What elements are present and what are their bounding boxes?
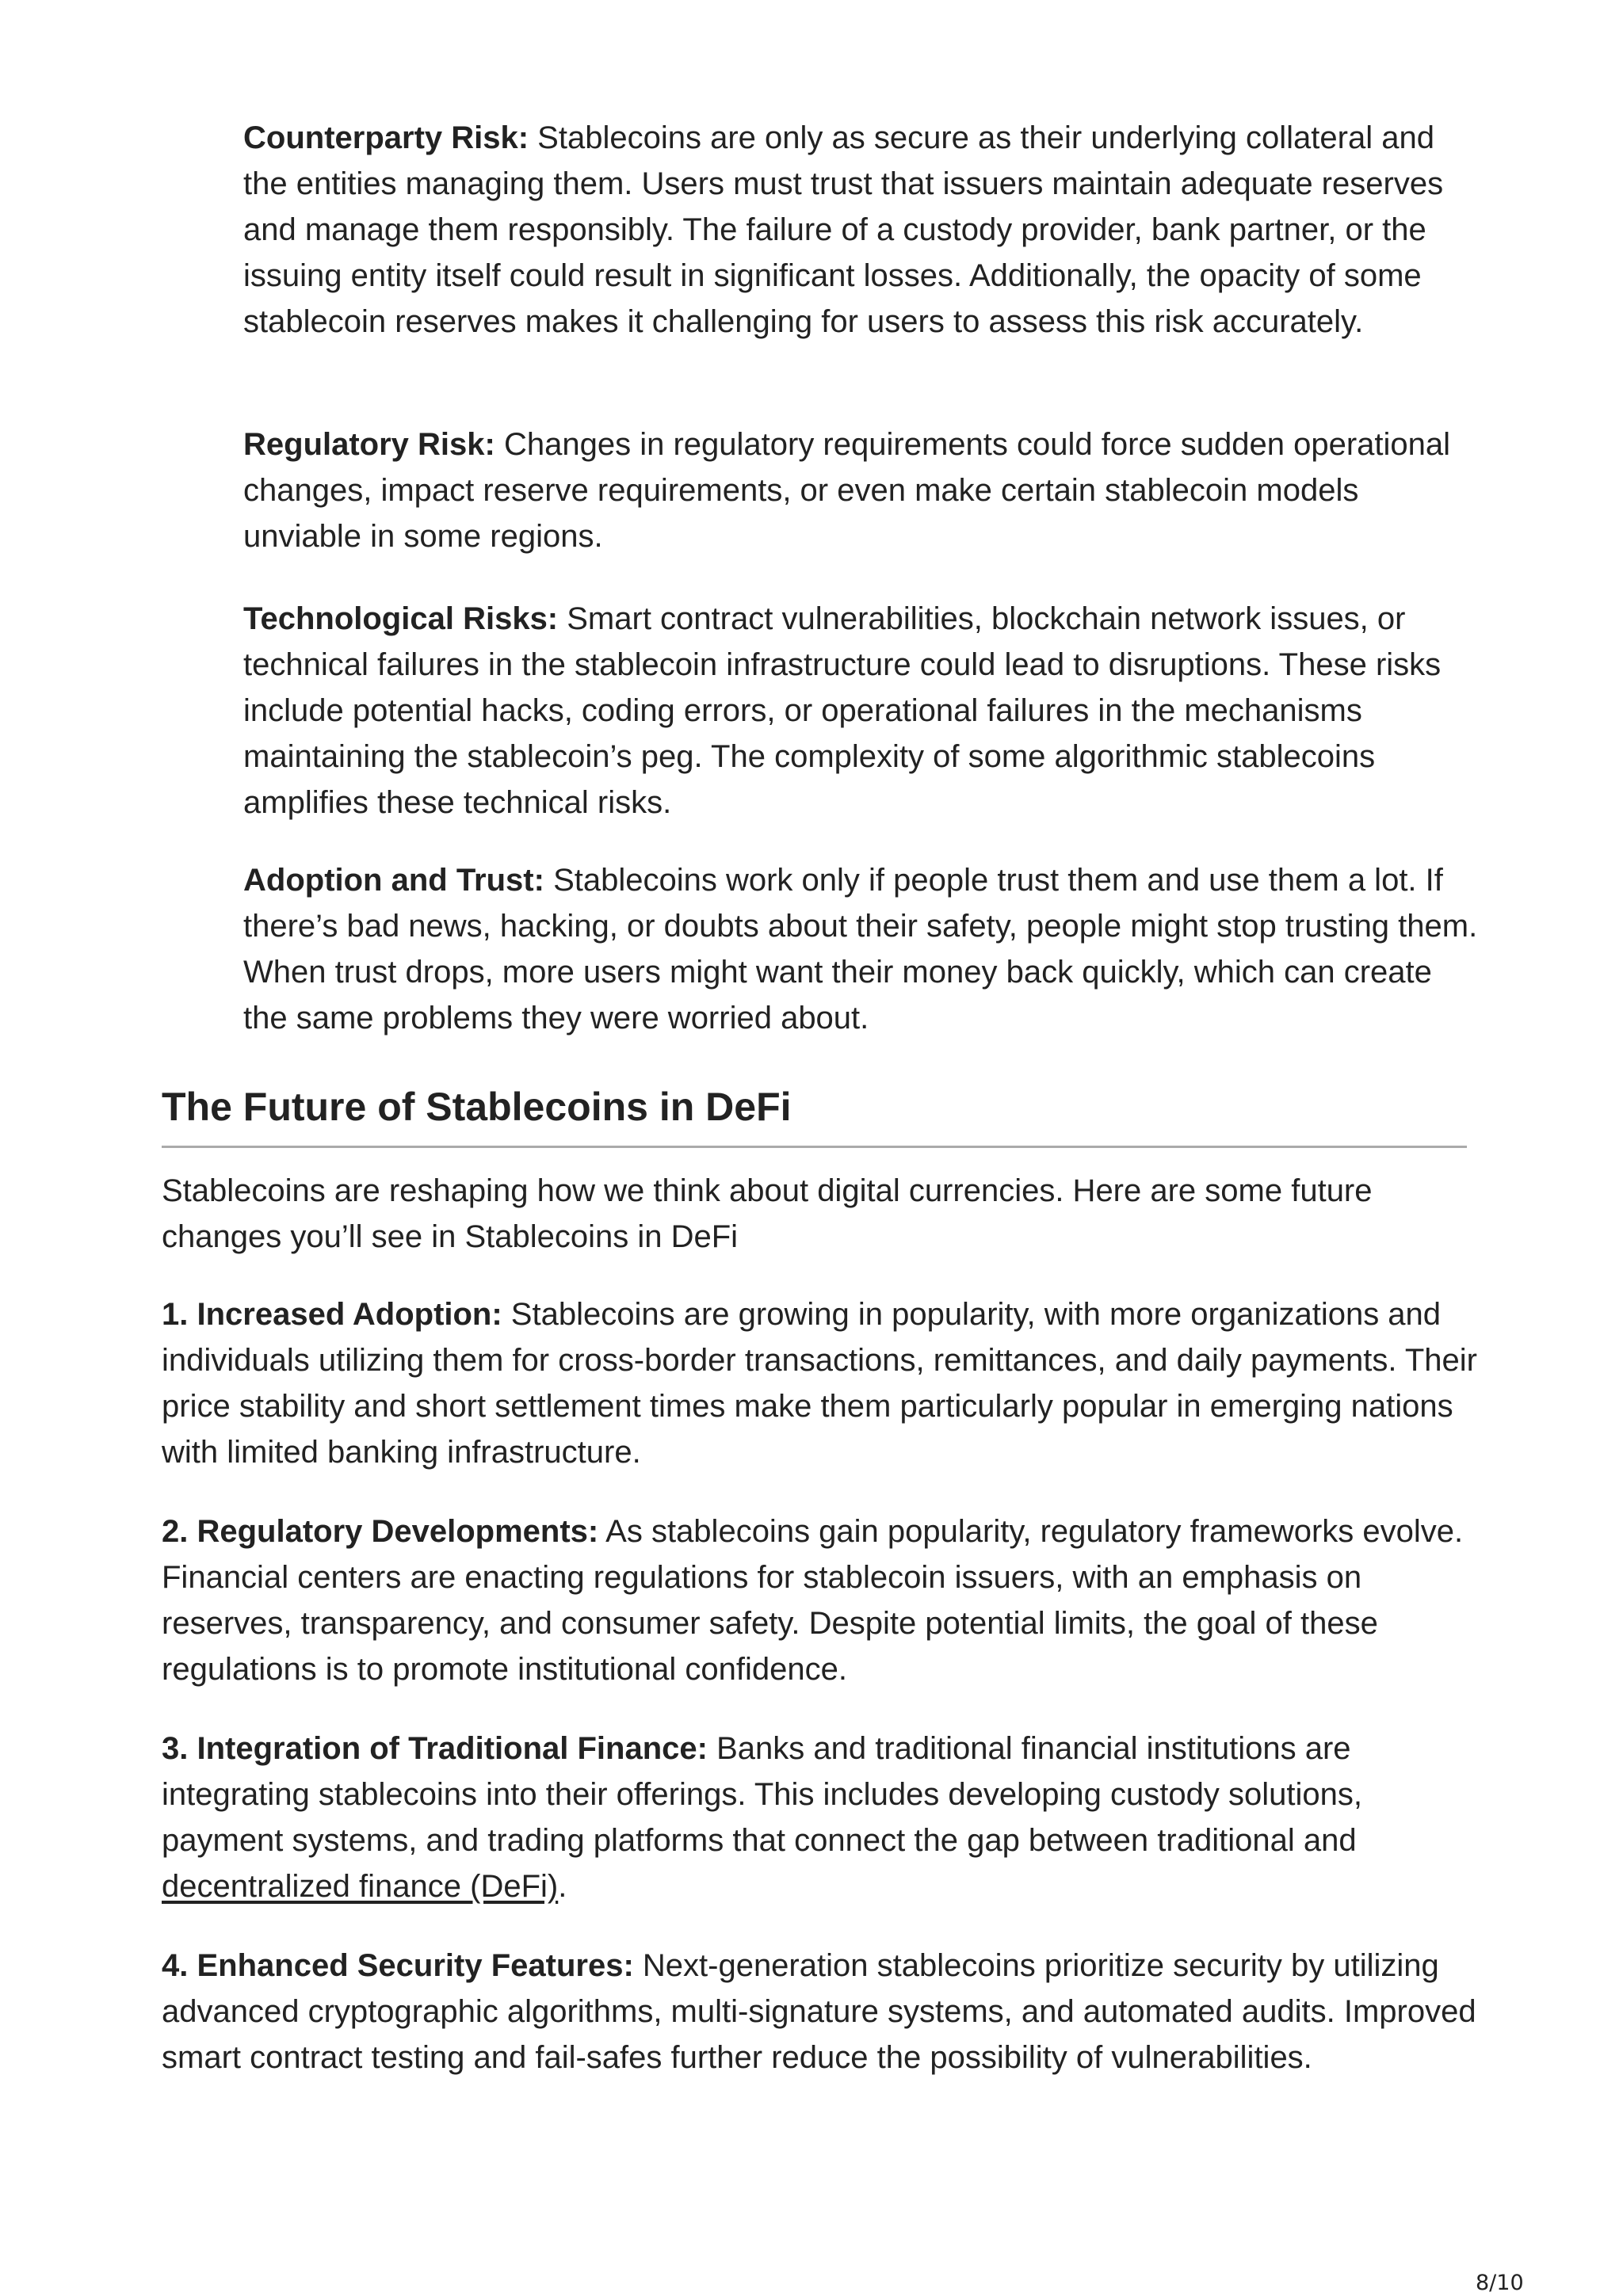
risk-text: Stablecoins work only if people trust them and use them a lot. If there’s bad news, hacking, or doubts about their safety, people might stop trusting them. When trust drops, more users might want their money back quickly, which can create the same problems they were worried about. <box>243 863 1478 1035</box>
risk-paragraph-regulatory <box>243 421 1480 559</box>
risk-label: Adoption and Trust: <box>243 863 544 898</box>
section-heading: The Future of Stablecoins in DeFi <box>162 1079 1467 1148</box>
risk-label: Counterparty Risk: <box>243 120 529 155</box>
risk-text: Changes in regulatory requirements could force sudden operational changes, impact reserve requirements, or even make certain stablecoin models unviable in some regions. <box>243 427 1451 554</box>
risk-paragraph-counterparty <box>243 115 1480 345</box>
risk-paragraph-technological <box>243 596 1480 826</box>
risk-label: Regulatory Risk: <box>243 427 495 462</box>
future-item-text-end: . <box>558 1869 567 1904</box>
risk-text: Stablecoins are only as secure as their underlying collateral and the entities managing them. Users must trust that issuers maintain adequate reserves and manage them responsibly. The failure of a custody provider, bank partner, or the issuing entity itself could result in significant losses. Additionally, the opacity of some stablecoin reserves makes it challenging for users to assess this risk accurately. <box>243 120 1444 339</box>
future-item-label: 2. Regulatory Developments: <box>162 1514 599 1549</box>
future-item-regulatory-developments <box>162 1508 1480 1692</box>
future-item-label: 4. Enhanced Security Features: <box>162 1948 634 1983</box>
future-item-text: Next-generation stablecoins prioritize security by utilizing advanced cryptographic algorithms, multi-signature systems, and automated audits. Improved smart contract testing and fail-safes further reduce the possibility of vulnerabilities. <box>162 1948 1476 2075</box>
future-item-text: As stablecoins gain popularity, regulatory frameworks evolve. Financial centers are enacting regulations for stablecoin issuers, with an emphasis on reserves, transparency, and consumer safety. Despite potential limits, the goal of these regulations is to promote institutional confidence. <box>162 1514 1464 1687</box>
future-item-increased-adoption <box>162 1291 1480 1475</box>
section-intro: Stablecoins are reshaping how we think about digital currencies. Here are some future changes you’ll see in Stablecoins in DeFi <box>162 1173 1373 1254</box>
risk-paragraph-adoption-trust <box>243 857 1480 1041</box>
future-item-enhanced-security <box>162 1943 1480 2081</box>
risk-text: Smart contract vulnerabilities, blockchain network issues, or technical failures in the stablecoin infrastructure could lead to disruptions. These risks include potential hacks, coding errors, or operational failures in the mechanisms maintaining the stablecoin’s peg. The complexity of some algorithmic stablecoins amplifies these technical risks. <box>243 601 1442 820</box>
future-item-text: Stablecoins are growing in popularity, with more organizations and individuals utilizing them for cross-border transactions, remittances, and daily payments. Their price stability and short settlement times make them particularly popular in emerging nations with limited banking infrastructure. <box>162 1297 1477 1470</box>
defi-link[interactable]: decentralized finance (DeFi) <box>162 1869 559 1904</box>
risk-label: Technological Risks: <box>243 601 559 636</box>
future-item-text: Banks and traditional financial institutions are integrating stablecoins into their offerings. This includes developing custody solutions, payment systems, and trading platforms that connect the gap between traditional and <box>162 1731 1362 1858</box>
future-item-label: 3. Integration of Traditional Finance: <box>162 1731 708 1766</box>
future-item-integration-traditional-finance <box>162 1726 1480 1909</box>
future-item-label: 1. Increased Adoption: <box>162 1297 502 1332</box>
page-number: 8/10 <box>1476 2271 1524 2295</box>
